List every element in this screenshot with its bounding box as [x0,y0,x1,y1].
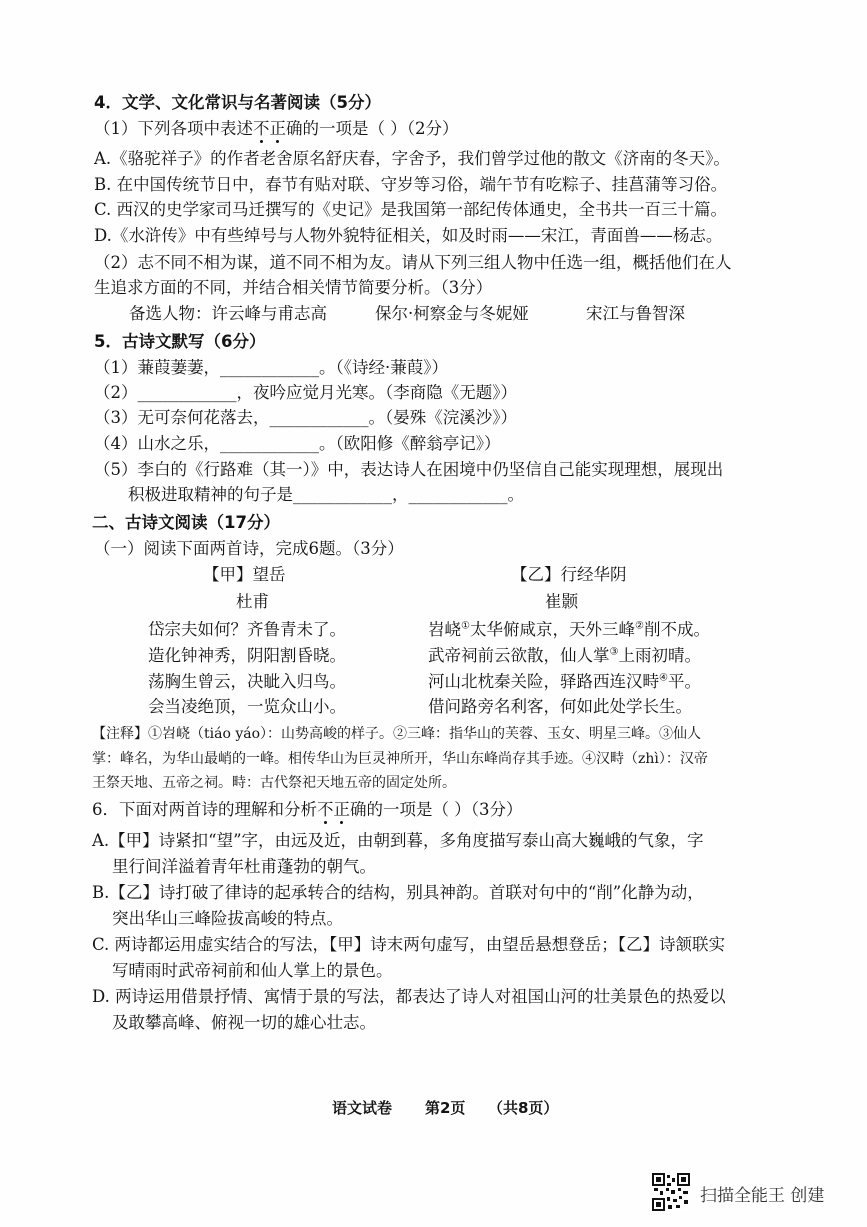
poem-b-line3-b: 平。 [667,672,701,691]
emphasis-char: 正 [333,800,350,819]
q4-heading: 4．文学、文化常识与名著阅读（5分） [94,93,381,112]
poem-a-line4: 会当凌绝顶，一览众山小。 [148,697,346,716]
poem-a-title: 【甲】望岳 [203,565,286,584]
poem-b-line2-a: 武帝祠前云欲散，仙人掌 [428,646,610,665]
q4-candidates-1: 备选人物：许云峰与甫志高 [129,304,327,323]
poem-b-line1-b: 太华俯咸京，天外三峰 [469,620,635,639]
q6-option-a-line2: 里行间洋溢着青年杜甫蓬勃的朝气。 [112,857,376,876]
footnote-mark: ③ [609,646,619,658]
section2-sub1: （一）阅读下面两首诗，完成6题。（3分） [94,539,404,558]
q6-option-b-line1: B.【乙】诗打破了律诗的起承转合的结构，别具神韵。首联对句中的“削”化静为动， [92,883,704,902]
q5-line2: （2）____________，夜吟应觉月光寒。（李商隐《无题》） [94,383,517,402]
emphasis-char: 正 [269,119,286,138]
q4-part2-line1: （2）志不同不相为谋，道不同不相为友。请从下列三组人物中任选一组，概括他们在人 [94,253,732,272]
q4-option-d: D.《水浒传》中有些绰号与人物外貌特征相关，如及时雨——宋江，青面兽——杨志。 [94,226,723,245]
q4-option-c: C. 西汉的史学家司马迁撰写的《史记》是我国第一部纪传体通史，全书共一百三十篇。 [94,200,728,219]
qr-code-icon [652,1173,690,1211]
q4-part1-stem-a: （1）下列各项中表述 [94,119,253,138]
q4-part1-stem [94,118,459,140]
poem-a-line3: 荡胸生曾云，决眦入归鸟。 [148,672,346,691]
poem-a-author: 杜甫 [236,592,269,611]
section2-heading: 二、古诗文阅读（17分） [92,513,280,532]
q4-part1-stem-b: 确的一项是（ ）（2分） [286,119,459,138]
watermark-text: 扫描全能王 创建 [700,1186,825,1206]
q6-stem-a: 6．下面对两首诗的理解和分析 [92,800,317,819]
footnote-mark: ④ [659,672,668,684]
poem-b-author: 崔颢 [545,592,578,611]
poem-a-line1: 岱宗夫如何？齐鲁青未了。 [148,620,346,639]
q6-option-d-line2: 及敢攀高峰、俯视一切的雄心壮志。 [112,1013,376,1032]
q5-line5b: 积极进取精神的句子是____________，____________。 [128,485,524,504]
q4-option-b: B. 在中国传统节日中，春节有贴对联、守岁等习俗，端午节有吃粽子、挂菖蒲等习俗。 [94,175,728,194]
poem-b-line1 [428,619,710,641]
poem-b-line1-a: 岧峣 [428,620,461,639]
q4-part2-line2: 生追求方面的不同，并结合相关情节简要分析。（3分） [94,278,493,297]
q5-line4: （4）山水之乐，____________。（欧阳修《醉翁亭记》） [94,434,501,453]
footer-subject: 语文试卷 [332,1099,393,1117]
q5-line3: （3）无可奈何花落去，____________。（晏殊《浣溪沙》） [94,408,517,427]
emphasis-char: 不 [317,800,334,819]
notes-line2: 掌：峰名，为华山最峭的一峰。相传华山为巨灵神所开，华山东峰尚存其手迹。④汉畤（zhì）：汉帝 [92,751,708,767]
poem-b-line3 [428,671,701,693]
poem-b-line1-c: 削不成。 [643,620,710,639]
q5-line1: （1）蒹葭萋萋，____________。（《诗经·蒹葭》） [94,358,448,377]
q6-option-d-line1: D. 两诗运用借景抒情、寓情于景的写法，都表达了诗人对祖国山河的壮美景色的热爱以 [92,987,726,1006]
emphasis-char: 不 [253,119,270,138]
q6-option-c-line2: 写晴雨时武帝祠前和仙人掌上的景色。 [112,961,393,980]
q6-option-b-line2: 突出华山三峰险拔高峻的特点。 [112,909,343,928]
poem-b-title: 【乙】行经华阴 [511,565,627,584]
poem-b-line3-a: 河山北枕秦关险，驿路西连汉畤 [428,672,659,691]
q6-option-a-line1: A.【甲】诗紧扣“望”字，由远及近，由朝到暮，多角度描写泰山高大巍峨的气象，字 [92,831,704,850]
q6-stem-b: 确的一项是（ ）（3分） [350,800,523,819]
q6-stem [92,799,523,821]
q4-candidates-3: 宋江与鲁智深 [586,304,685,323]
q4-option-a: A.《骆驼祥子》的作者老舍原名舒庆春，字舍予，我们曾学过他的散文《济南的冬天》。 [94,149,730,168]
poem-b-line2-b: 上雨初晴。 [618,646,701,665]
q5-line5a: （5）李白的《行路难（其一）》中，表达诗人在困境中仍坚信自己能实现理想，展现出 [94,460,724,479]
notes-line1: 【注释】①岧峣（tiáo yáo）：山势高峻的样子。②三峰：指华山的芙蓉、玉女、明星三峰。③仙人 [92,726,702,742]
q4-candidates-2: 保尔·柯察金与冬妮娅 [375,304,529,323]
q6-option-c-line1: C. 两诗都运用虚实结合的写法，【甲】诗末两句虚写，由望岳悬想登岳；【乙】诗颔联实 [92,935,726,954]
poem-b-line4: 借问路旁名利客，何如此处学长生。 [428,697,692,716]
poem-a-line2: 造化钟神秀，阴阳割昏晓。 [148,646,346,665]
poem-b-line2 [428,645,701,667]
footnote-mark: ① [461,620,470,632]
footer-total: （共8页） [488,1099,559,1117]
footer-page: 第2页 [425,1099,466,1117]
footnote-mark: ② [634,620,644,632]
notes-line3: 王祭天地、五帝之祠。畤：古代祭祀天地五帝的固定处所。 [92,775,456,791]
q5-heading: 5．古诗文默写（6分） [94,332,266,351]
